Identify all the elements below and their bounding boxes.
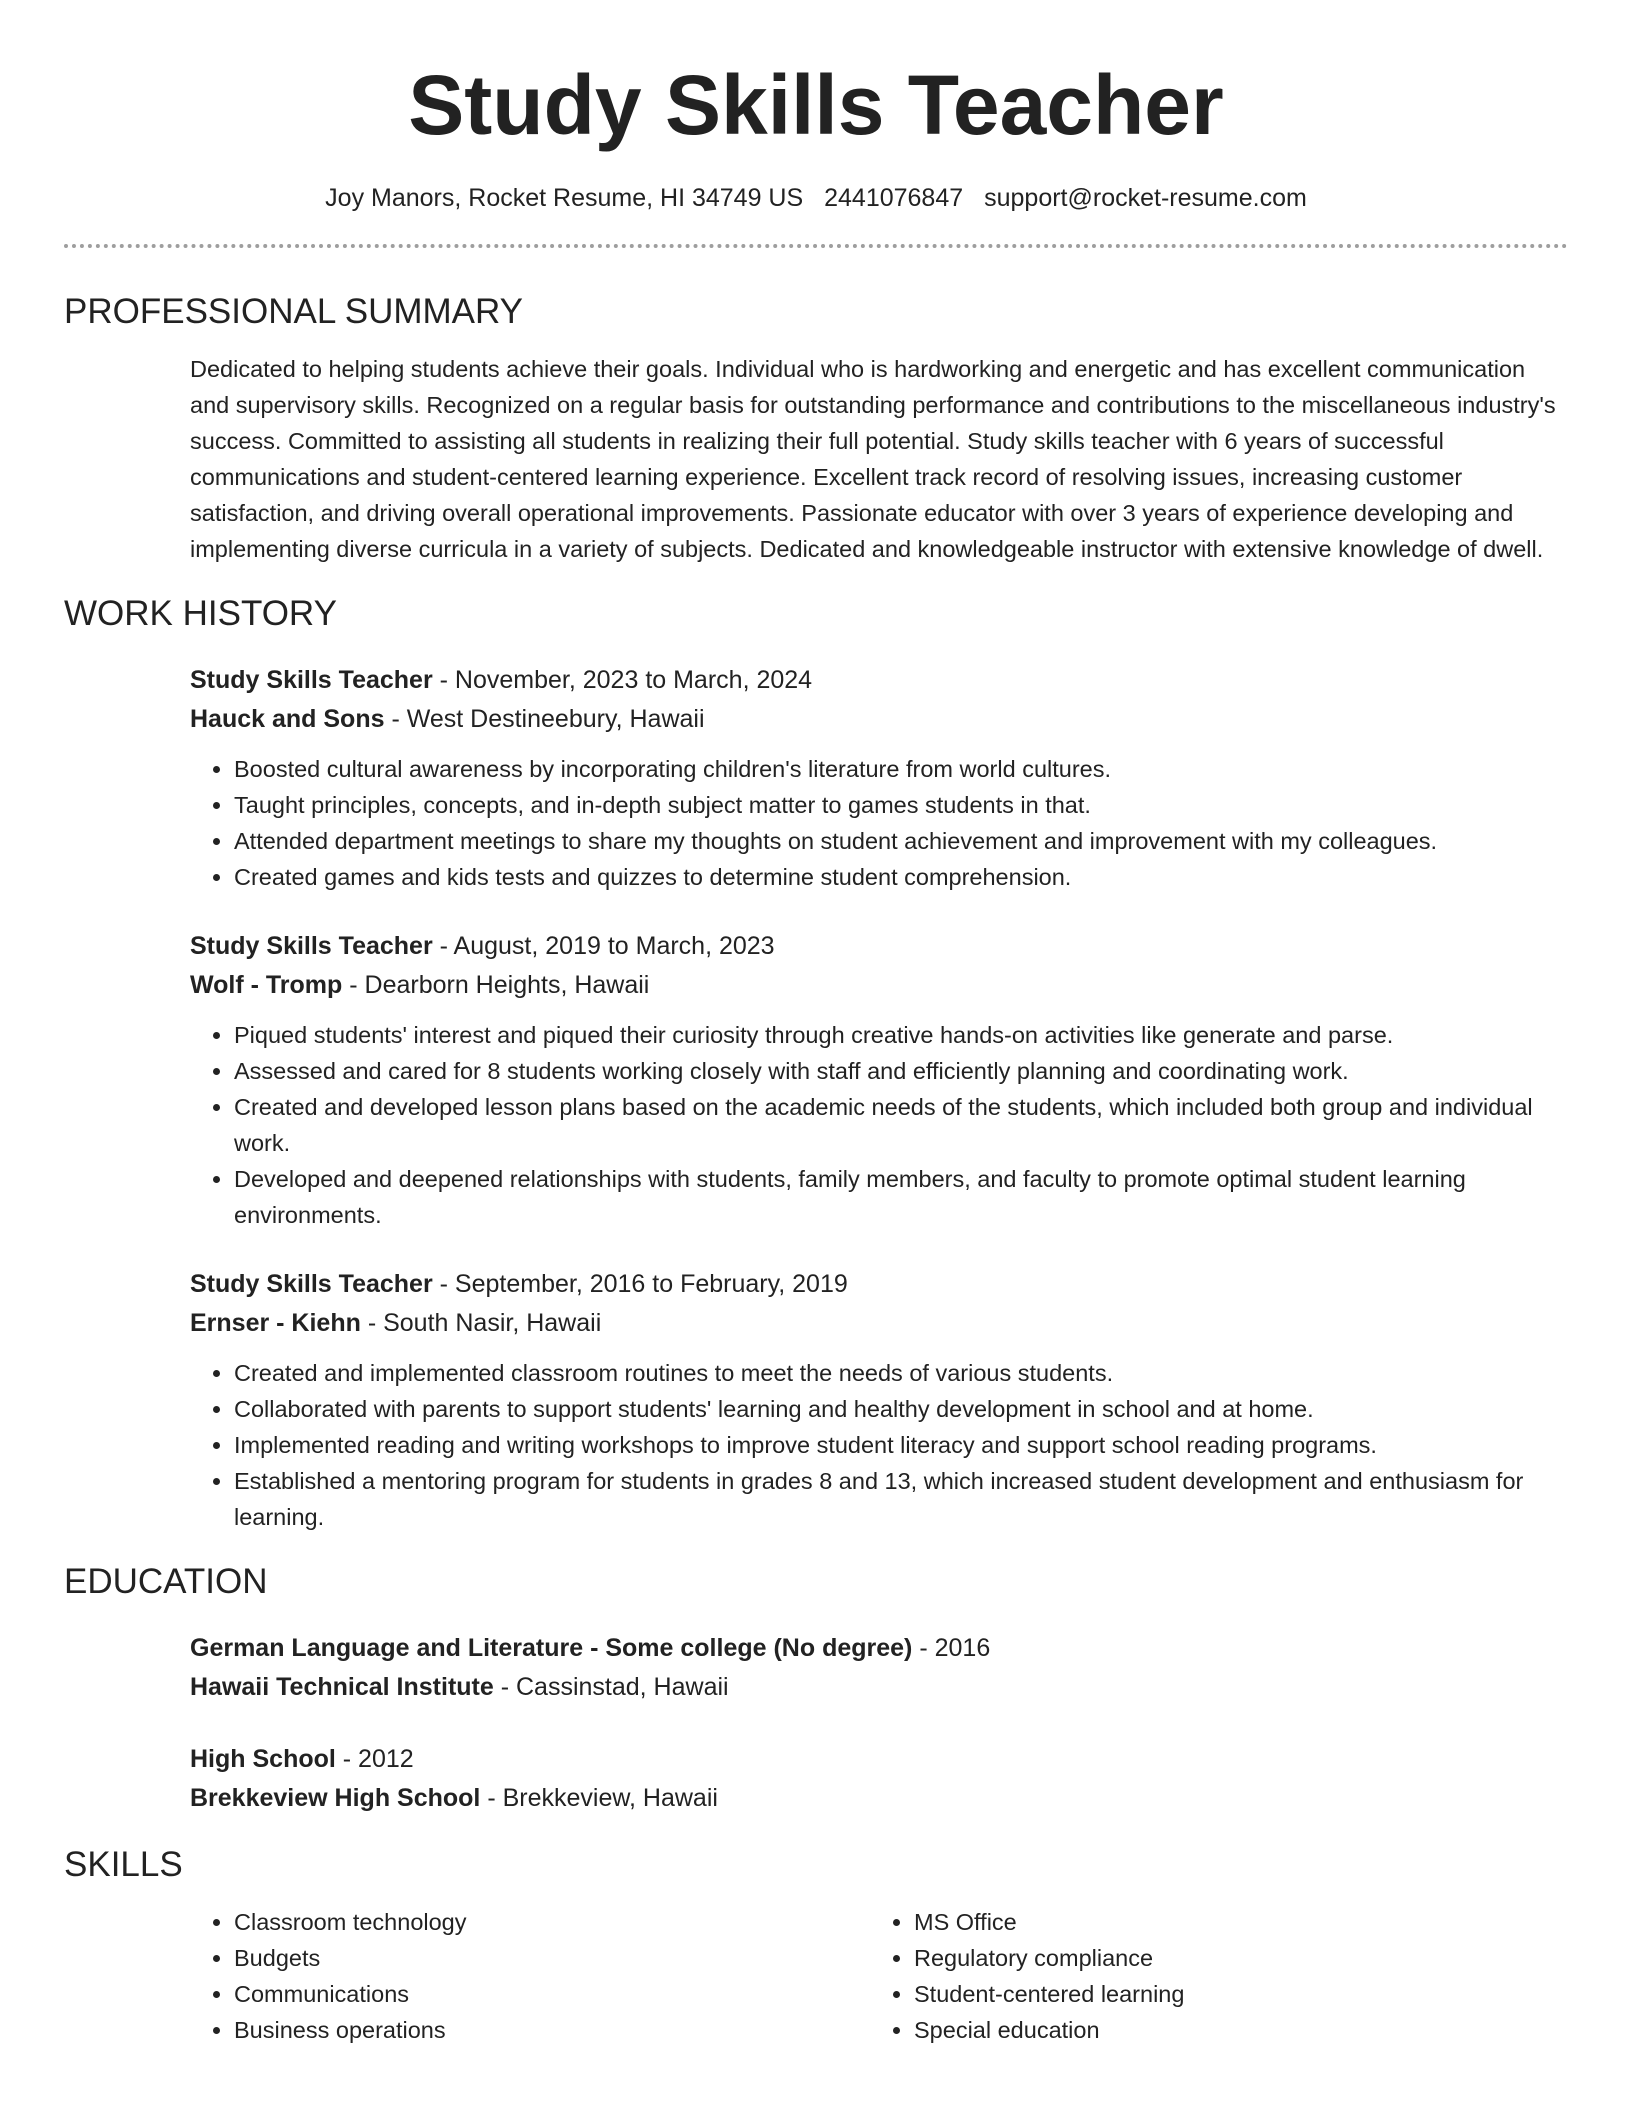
job-role: Study Skills Teacher [190,932,433,960]
job-bullet: • Implemented reading and writing workshops to improve student literacy and support school reading programs. [234,1427,1568,1463]
education-degree: High School [190,1745,336,1773]
job-bullet: • Boosted cultural awareness by incorporating children's literature from world cultures. [234,751,1568,787]
contact-address: Joy Manors, Rocket Resume, HI 34749 US [325,184,804,212]
job-company: Hauck and Sons [190,705,385,733]
job-dates: - September, 2016 to February, 2019 [432,1270,848,1298]
education-degree: German Language and Literature - Some college (No degree) [190,1634,913,1662]
job-dates: - November, 2023 to March, 2024 [432,666,813,694]
job-entry [190,1265,1568,1535]
job-role-line [190,1265,1568,1304]
job-bullet: • Taught principles, concepts, and in-depth subject matter to games students in that. [234,787,1568,823]
section-title-skills: SKILLS [64,1845,183,1884]
skill-item: • Student-centered learning [914,1976,1550,2012]
education-entry [190,1740,1568,1818]
education-location: - Cassinstad, Hawaii [493,1673,729,1701]
contact-email: support@rocket-resume.com [984,184,1307,212]
job-location: - Dearborn Heights, Hawaii [342,971,650,999]
contact-line [64,183,1568,213]
job-role: Study Skills Teacher [190,1270,433,1298]
education-year: - 2016 [912,1634,991,1662]
job-role-line [190,927,1568,966]
education-entry [190,1629,1568,1707]
job-company-line [190,700,1568,739]
job-bullets [190,1355,1568,1535]
job-bullets [190,751,1568,895]
education-school: Brekkeview High School [190,1784,481,1812]
job-company: Wolf - Tromp [190,971,343,999]
job-bullet: • Developed and deepened relationships with students, family members, and faculty to promote optimal student learning environments. [234,1161,1568,1233]
education-school: Hawaii Technical Institute [190,1673,494,1701]
section-title-education: EDUCATION [64,1562,268,1601]
job-role-line [190,661,1568,700]
resume-name: Study Skills Teacher [408,58,1224,152]
skill-item: • Business operations [234,2012,870,2048]
job-bullet: • Created games and kids tests and quizzes to determine student comprehension. [234,859,1568,895]
job-bullet: • Assessed and cared for 8 students working closely with staff and efficiently planning and coordinating work. [234,1053,1568,1089]
contact-phone: 2441076847 [824,184,964,212]
job-role: Study Skills Teacher [190,666,433,694]
skill-item: • MS Office [914,1904,1550,1940]
job-entry [190,661,1568,895]
job-bullet: • Created and developed lesson plans based on the academic needs of the students, which included both group and individual work. [234,1089,1568,1161]
job-location: - South Nasir, Hawaii [360,1309,602,1337]
education-location: - Brekkeview, Hawaii [480,1784,718,1812]
skills-grid [190,1904,1568,2048]
education-school-line [190,1668,1568,1707]
section-title-summary: PROFESSIONAL SUMMARY [64,292,523,331]
job-bullet: • Established a mentoring program for students in grades 8 and 13, which increased student development and enthusiasm for learning. [234,1463,1568,1535]
education-degree-line [190,1629,1568,1668]
job-bullet: • Created and implemented classroom routines to meet the needs of various students. [234,1355,1568,1391]
job-dates: - August, 2019 to March, 2023 [432,932,775,960]
section-title-work-history: WORK HISTORY [64,594,337,633]
job-entry [190,927,1568,1233]
education-degree-line [190,1740,1568,1779]
education-year: - 2012 [335,1745,414,1773]
skill-item: • Classroom technology [234,1904,870,1940]
skill-item: • Regulatory compliance [914,1940,1550,1976]
summary-text: Dedicated to helping students achieve their goals. Individual who is hardworking and energetic and has excellent communication and supervisory skills. Recognized on a regular basis for outstanding performance and contributions to the miscellaneous industry's success. Committed to assisting all students in realizing their full potential. Study skills teacher with 6 years of successful communications and student-centered learning experience. Excellent track record of resolving issues, increasing customer satisfaction, and driving overall operational improvements. Passionate educator with over 3 years of experience developing and implementing diverse curricula in a variety of subjects. Dedicated and knowledgeable instructor with extensive knowledge of dwell. [190,356,1556,562]
job-company-line [190,1304,1568,1343]
job-bullet: • Piqued students' interest and piqued their curiosity through creative hands-on activities like generate and parse. [234,1017,1568,1053]
job-bullets [190,1017,1568,1233]
job-location: - West Destineebury, Hawaii [384,705,705,733]
skill-item: • Budgets [234,1940,870,1976]
job-bullet: • Attended department meetings to share my thoughts on student achievement and improvement with my colleagues. [234,823,1568,859]
education-school-line [190,1779,1568,1818]
skill-item: • Communications [234,1976,870,2012]
job-company-line [190,966,1568,1005]
header-divider [64,244,1568,248]
job-company: Ernser - Kiehn [190,1309,361,1337]
skills-column-right [870,1904,1550,2048]
skills-column-left [190,1904,870,2048]
skill-item: • Special education [914,2012,1550,2048]
job-bullet: • Collaborated with parents to support students' learning and healthy development in school and at home. [234,1391,1568,1427]
